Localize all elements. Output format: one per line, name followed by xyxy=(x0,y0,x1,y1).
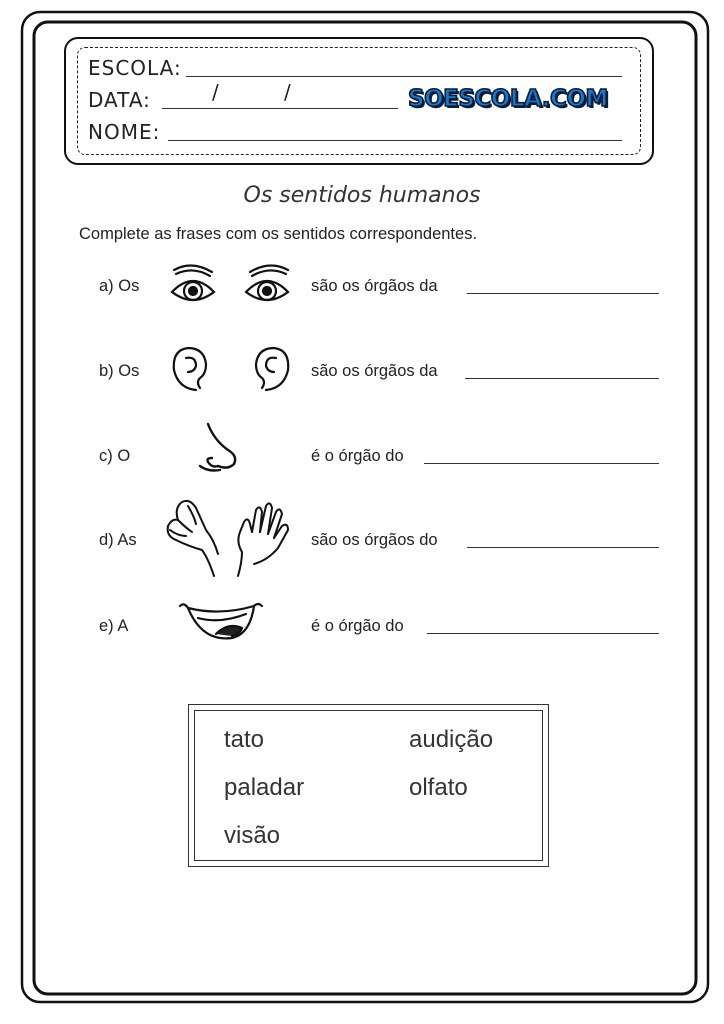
date-label: DATA: xyxy=(88,88,151,112)
word-bank-item: visão xyxy=(224,822,281,849)
date-separator-2: / xyxy=(284,80,291,104)
word-bank-item: olfato xyxy=(409,774,468,801)
item-e-answer-field[interactable] xyxy=(427,633,659,634)
word-bank-item: audição xyxy=(409,726,494,753)
item-e-phrase: é o órgão do xyxy=(311,617,404,635)
item-a-phrase: são os órgãos da xyxy=(311,277,438,295)
word-bank-item: paladar xyxy=(224,774,305,801)
item-a-answer-field[interactable] xyxy=(467,293,659,294)
item-c-answer-field[interactable] xyxy=(424,463,659,464)
item-c-label: c) O xyxy=(99,447,131,465)
item-c-phrase: é o órgão do xyxy=(311,447,404,465)
item-b-answer-field[interactable] xyxy=(465,378,659,379)
school-field[interactable] xyxy=(186,76,622,77)
soescola-logo: SOESCOLA.COM xyxy=(408,86,608,112)
hands-icon xyxy=(158,496,294,578)
item-b-phrase: são os órgãos da xyxy=(311,362,438,380)
ears-icon xyxy=(166,344,296,396)
nose-icon xyxy=(194,420,244,474)
worksheet-title: Os sentidos humanos xyxy=(243,183,481,208)
item-e-label: e) A xyxy=(99,617,129,635)
date-separator-1: / xyxy=(212,80,219,104)
word-bank-item: tato xyxy=(224,726,265,753)
item-d-answer-field[interactable] xyxy=(467,547,659,548)
date-field[interactable] xyxy=(162,108,398,109)
mouth-icon xyxy=(176,598,266,646)
eyes-icon xyxy=(166,262,296,310)
item-d-phrase: são os órgãos do xyxy=(311,531,438,549)
item-d-label: d) As xyxy=(99,531,137,549)
name-label: NOME: xyxy=(88,120,161,144)
school-label: ESCOLA: xyxy=(88,56,182,80)
instruction-text: Complete as frases com os sentidos correspondentes. xyxy=(79,225,478,243)
item-b-label: b) Os xyxy=(99,362,140,380)
item-a-label: a) Os xyxy=(99,277,140,295)
name-field[interactable] xyxy=(168,140,622,141)
